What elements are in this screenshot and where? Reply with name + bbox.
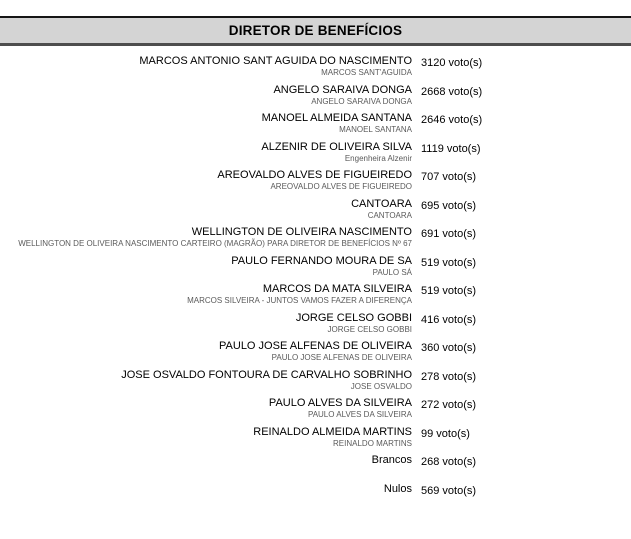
candidate-name: PAULO ALVES DA SILVEIRA bbox=[268, 397, 412, 409]
vote-count: 519 voto(s) bbox=[421, 285, 477, 297]
candidate-name: ANGELO SARAIVA DONGA bbox=[273, 83, 412, 96]
candidate-subtitle: WELLINGTON DE OLIVEIRA NASCIMENTO CARTEIRO (MAGRÃO) PARA DIRETOR DE BENEFÍCIOS Nº 67 bbox=[18, 239, 412, 248]
name-column bbox=[0, 454, 412, 467]
vote-count: 2668 voto(s) bbox=[421, 85, 483, 98]
name-column bbox=[0, 226, 412, 249]
name-column bbox=[0, 55, 412, 78]
summary-row bbox=[0, 454, 631, 483]
candidate-name: MARCOS DA MATA SILVEIRA bbox=[262, 283, 412, 295]
candidate-subtitle: MARCOS SILVEIRA - JUNTOS VAMOS FAZER A DIFERENÇA bbox=[187, 296, 412, 305]
name-column bbox=[0, 169, 412, 192]
candidate-row bbox=[0, 283, 631, 312]
candidate-row bbox=[0, 426, 631, 455]
candidate-name: WELLINGTON DE OLIVEIRA NASCIMENTO bbox=[191, 226, 412, 238]
candidate-name: REINALDO ALMEIDA MARTINS bbox=[253, 425, 412, 438]
name-column bbox=[0, 198, 412, 221]
candidate-subtitle: REINALDO MARTINS bbox=[333, 438, 412, 448]
candidate-subtitle: MANOEL SANTANA bbox=[339, 125, 412, 134]
vote-count: 695 voto(s) bbox=[421, 199, 477, 212]
name-column bbox=[0, 340, 412, 363]
section-title: DIRETOR DE BENEFÍCIOS bbox=[228, 23, 403, 38]
candidate-name: JOSE OSVALDO FONTOURA DE CARVALHO SOBRINHO bbox=[121, 368, 412, 381]
vote-count: 416 voto(s) bbox=[421, 313, 477, 326]
vote-count: 2646 voto(s) bbox=[421, 114, 483, 126]
name-column bbox=[0, 141, 412, 164]
candidate-row bbox=[0, 255, 631, 284]
name-column bbox=[0, 397, 412, 420]
candidate-subtitle: AREOVALDO ALVES DE FIGUEIREDO bbox=[270, 182, 412, 191]
candidate-subtitle: JORGE CELSO GOBBI bbox=[327, 324, 412, 334]
vote-count: 707 voto(s) bbox=[421, 171, 477, 183]
candidate-row bbox=[0, 226, 631, 255]
candidate-name: PAULO FERNANDO MOURA DE SA bbox=[231, 254, 412, 267]
name-column bbox=[0, 312, 412, 335]
name-column bbox=[0, 369, 412, 392]
candidate-name: MARCOS ANTONIO SANT AGUIDA DO NASCIMENTO bbox=[139, 55, 412, 67]
vote-count: 519 voto(s) bbox=[421, 256, 477, 269]
vote-count: 691 voto(s) bbox=[421, 228, 477, 240]
election-results-page bbox=[0, 16, 631, 511]
vote-count: 360 voto(s) bbox=[421, 342, 477, 354]
name-column bbox=[0, 483, 412, 496]
candidate-row bbox=[0, 397, 631, 426]
vote-count: 3120 voto(s) bbox=[421, 57, 483, 69]
candidate-subtitle: CANTOARA bbox=[367, 210, 412, 220]
name-column bbox=[0, 84, 412, 107]
candidate-subtitle: MARCOS SANT'AGUIDA bbox=[321, 68, 412, 77]
candidate-row bbox=[0, 198, 631, 227]
candidate-subtitle: Engenheira Alzenir bbox=[344, 153, 412, 163]
name-column bbox=[0, 255, 412, 278]
vote-count: 278 voto(s) bbox=[421, 370, 477, 383]
vote-count: 268 voto(s) bbox=[421, 456, 477, 468]
candidate-name: JORGE CELSO GOBBI bbox=[295, 311, 412, 324]
candidate-row bbox=[0, 112, 631, 141]
candidate-row bbox=[0, 84, 631, 113]
candidate-row bbox=[0, 312, 631, 341]
candidate-row bbox=[0, 369, 631, 398]
summary-label: Brancos bbox=[371, 454, 412, 466]
candidate-name: AREOVALDO ALVES DE FIGUEIREDO bbox=[217, 169, 412, 181]
name-column bbox=[0, 283, 412, 306]
candidate-row bbox=[0, 141, 631, 170]
name-column bbox=[0, 426, 412, 449]
summary-row bbox=[0, 483, 631, 512]
section-header bbox=[0, 16, 631, 46]
vote-count: 272 voto(s) bbox=[421, 399, 477, 411]
candidate-row bbox=[0, 340, 631, 369]
candidate-subtitle: PAULO JOSE ALFENAS DE OLIVEIRA bbox=[271, 353, 412, 362]
candidate-name: ALZENIR DE OLIVEIRA SILVA bbox=[261, 140, 412, 153]
candidate-subtitle: PAULO ALVES DA SILVEIRA bbox=[307, 410, 412, 419]
vote-count: 1119 voto(s) bbox=[421, 142, 481, 155]
vote-count: 569 voto(s) bbox=[421, 484, 477, 497]
candidate-name: CANTOARA bbox=[351, 197, 412, 210]
vote-count: 99 voto(s) bbox=[421, 427, 470, 440]
candidate-name: MANOEL ALMEIDA SANTANA bbox=[261, 112, 412, 124]
candidate-row bbox=[0, 55, 631, 84]
name-column bbox=[0, 112, 412, 135]
results-list bbox=[0, 46, 631, 511]
candidate-row bbox=[0, 169, 631, 198]
candidate-subtitle: ANGELO SARAIVA DONGA bbox=[311, 96, 412, 106]
summary-label: Nulos bbox=[383, 482, 412, 495]
candidate-subtitle: PAULO SÁ bbox=[372, 267, 412, 277]
candidate-subtitle: JOSE OSVALDO bbox=[350, 381, 412, 391]
candidate-name: PAULO JOSE ALFENAS DE OLIVEIRA bbox=[219, 340, 412, 352]
